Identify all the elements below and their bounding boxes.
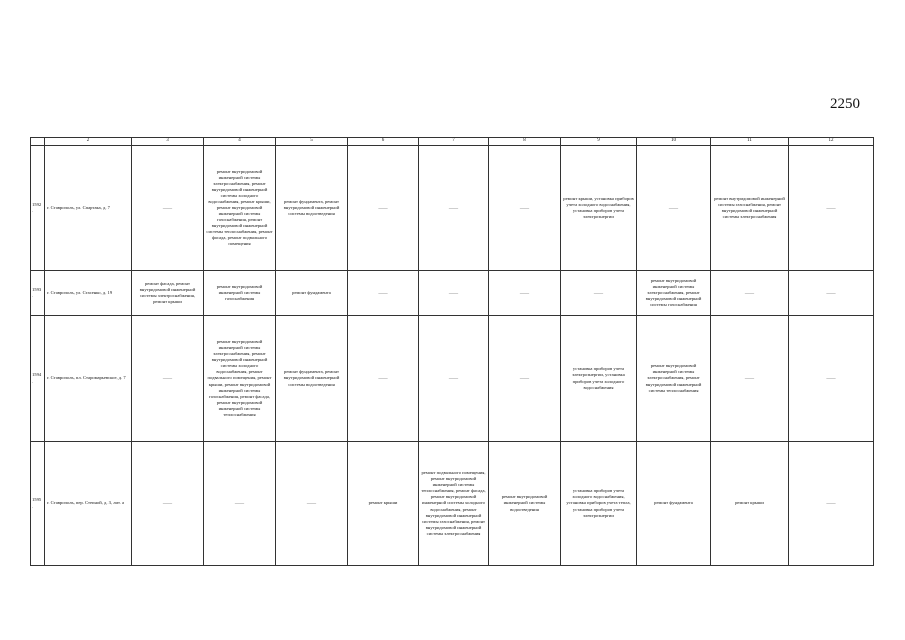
address-cell: г. Ставрополь, ул. Стасенко, д. 19 xyxy=(45,271,132,316)
table-cell: —— xyxy=(789,271,874,316)
page-number: 2250 xyxy=(830,96,860,112)
column-header: 5 xyxy=(276,138,348,146)
column-header: 11 xyxy=(711,138,789,146)
table-cell: —— xyxy=(711,271,789,316)
table-cell: —— xyxy=(789,316,874,442)
row-number: 1593. xyxy=(31,271,45,316)
column-header: 4 xyxy=(204,138,276,146)
table-row xyxy=(31,271,874,316)
column-header-row xyxy=(31,138,874,146)
table-cell: ремонт фундамента, ремонт внутридомовой инженерной системы водоотведения xyxy=(276,316,348,442)
table-cell: установка приборов учета холодного водоснабжения, установка приборов учета тепла, установка приборов учета электроэнергии xyxy=(561,442,637,566)
address-cell: г. Ставрополь, пер. Степной, д. 3, лит. а xyxy=(45,442,132,566)
column-header: 3 xyxy=(132,138,204,146)
address-cell: г. Ставрополь, пл. Старомарьевское, д. 7 xyxy=(45,316,132,442)
table-cell: ремонт внутридомовой инженерной системы электроснабжения, ремонт внутридомовой инженерной системы холодного водоснабжения, ремонт крыши, ремонт внутридомовой инженерной системы газоснабжения, ремонт внутридомовой инженерной системы теплоснабжения, ремонт фасада, ремонт подвального помещения xyxy=(204,146,276,271)
table-cell: —— xyxy=(711,316,789,442)
table-cell: ремонт внутридомовой инженерной системы электроснабжения, ремонт внутридомовой инженерной системы теплоснабжения xyxy=(637,316,711,442)
table-cell: ремонт внутридомовой инженерной системы электроснабжения, ремонт внутридомовой инженерной системы холодного водоснабжения, ремонт подвального помещения, ремонт крыши, ремонт внутридомовой инженерной системы газоснабжения, ремонт фасада, ремонт внутридомовой инженерной системы теплоснабжения xyxy=(204,316,276,442)
table-cell: —— xyxy=(789,146,874,271)
table-cell: —— xyxy=(561,271,637,316)
table-cell: —— xyxy=(637,146,711,271)
table-cell: —— xyxy=(132,442,204,566)
table-cell: ремонт внутридомовой инженерной системы газоснабжения xyxy=(204,271,276,316)
table-cell: ремонт фундамента, ремонт внутридомовой инженерной системы водоотведения xyxy=(276,146,348,271)
table-cell: —— xyxy=(132,316,204,442)
table-row xyxy=(31,442,874,566)
table-cell: —— xyxy=(276,442,348,566)
table-cell: ремонт внутридомовой инженерной системы водоотведения xyxy=(489,442,561,566)
repair-schedule-table xyxy=(30,137,874,566)
column-header: 12 xyxy=(789,138,874,146)
table-cell: —— xyxy=(132,146,204,271)
table-cell: ремонт фундамента xyxy=(276,271,348,316)
column-header: 6 xyxy=(348,138,419,146)
table-row xyxy=(31,146,874,271)
table-cell: —— xyxy=(348,316,419,442)
table-cell: —— xyxy=(789,442,874,566)
table-cell: ремонт крыши xyxy=(348,442,419,566)
table-cell: установка приборов учета электроэнергии, установка приборов учета холодного водоснабжения xyxy=(561,316,637,442)
table-cell: ремонт фундамента xyxy=(637,442,711,566)
table-cell: —— xyxy=(489,316,561,442)
column-header: 9 xyxy=(561,138,637,146)
table-cell: ремонт подвального помещения, ремонт внутридомовой инженерной системы теплоснабжения, ремонт фасада, ремонт внутридомовой инженерной системы холодного водоснабжения, ремонт внутридомовой инженерной системы газоснабжения, ремонт внутридомовой инженерной системы электроснабжения xyxy=(419,442,489,566)
table-cell: ремонт крыши xyxy=(711,442,789,566)
row-number: 1594. xyxy=(31,316,45,442)
column-header: 10 xyxy=(637,138,711,146)
column-header xyxy=(31,138,45,146)
table-cell: —— xyxy=(204,442,276,566)
table-cell: —— xyxy=(489,146,561,271)
table-cell: —— xyxy=(348,271,419,316)
table-row xyxy=(31,316,874,442)
table-cell: —— xyxy=(419,316,489,442)
table-cell: ремонт внутридомовой инженерной системы электроснабжения, ремонт внутридомовой инженерной системы газоснабжения xyxy=(637,271,711,316)
table-cell: ремонт фасада, ремонт внутридомовой инженерной системы электроснабжения, ремонт крыши xyxy=(132,271,204,316)
address-cell: г. Ставрополь, ул. Спартака, д. 7 xyxy=(45,146,132,271)
row-number: 1592. xyxy=(31,146,45,271)
table-cell: —— xyxy=(348,146,419,271)
table-cell: —— xyxy=(419,146,489,271)
row-number: 1595. xyxy=(31,442,45,566)
column-header: 2 xyxy=(45,138,132,146)
column-header: 7 xyxy=(419,138,489,146)
table-cell: ремонт внутридомовой инженерной системы газоснабжения, ремонт внутридомовой инженерной системы электроснабжения xyxy=(711,146,789,271)
table-cell: —— xyxy=(419,271,489,316)
table-cell: ремонт крыши, установка приборов учета холодного водоснабжения, установка приборов учета электроэнергии xyxy=(561,146,637,271)
table-cell: —— xyxy=(489,271,561,316)
column-header: 8 xyxy=(489,138,561,146)
